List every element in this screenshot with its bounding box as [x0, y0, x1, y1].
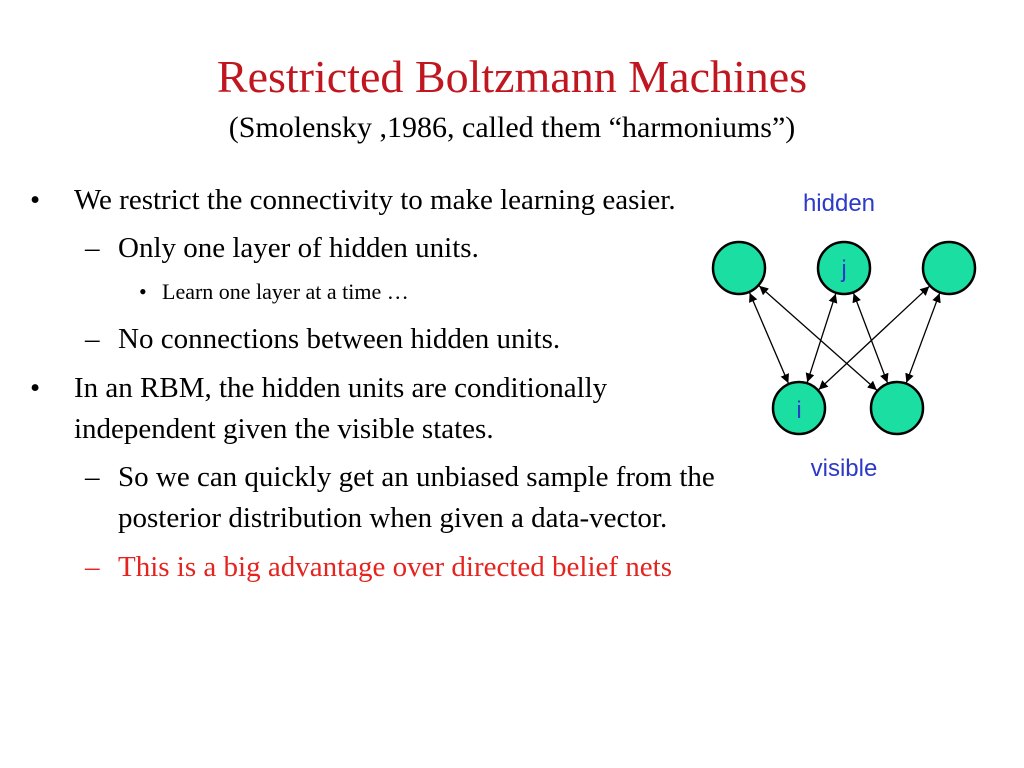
edges-layer [750, 286, 940, 390]
sub-bullet-text: This is a big advantage over directed belief nets [118, 551, 673, 583]
node-j-label: j [841, 256, 847, 283]
connection-arrow [819, 286, 930, 389]
dash-marker: – [85, 232, 100, 264]
slide-subtitle: (Smolensky ,1986, called them “harmoniums”) [228, 111, 796, 144]
bullet-marker: • [30, 372, 41, 404]
connection-arrow [759, 286, 877, 390]
slide-title: Restricted Boltzmann Machines [216, 51, 808, 102]
visible-unit-node [871, 382, 923, 434]
hidden-unit-node [713, 242, 765, 294]
node-i-label: i [796, 397, 802, 424]
dash-marker: – [85, 551, 100, 583]
dash-marker: – [85, 461, 100, 493]
connection-arrow [906, 293, 939, 382]
bullet-marker: • [139, 279, 147, 304]
sub-bullet-text: So we can quickly get an unbiased sample from the posterior distribution when given a data-vector. [118, 461, 715, 534]
sub-bullet-text: Only one layer of hidden units. [118, 232, 479, 264]
connection-arrow [807, 294, 835, 383]
hidden-unit-node [923, 242, 975, 294]
connection-arrow [854, 293, 888, 382]
visible-layer-label: visible [810, 455, 878, 482]
bullet-text: In an RBM, the hidden units are conditionally independent given the visible states. [74, 372, 608, 445]
hidden-layer-label: hidden [802, 190, 876, 217]
bullet-marker: • [30, 184, 41, 216]
sub-sub-bullet-text: Learn one layer at a time … [162, 279, 409, 304]
dash-marker: – [85, 323, 100, 355]
bullet-text: We restrict the connectivity to make learning easier. [74, 184, 676, 216]
sub-bullet-text: No connections between hidden units. [118, 323, 561, 355]
